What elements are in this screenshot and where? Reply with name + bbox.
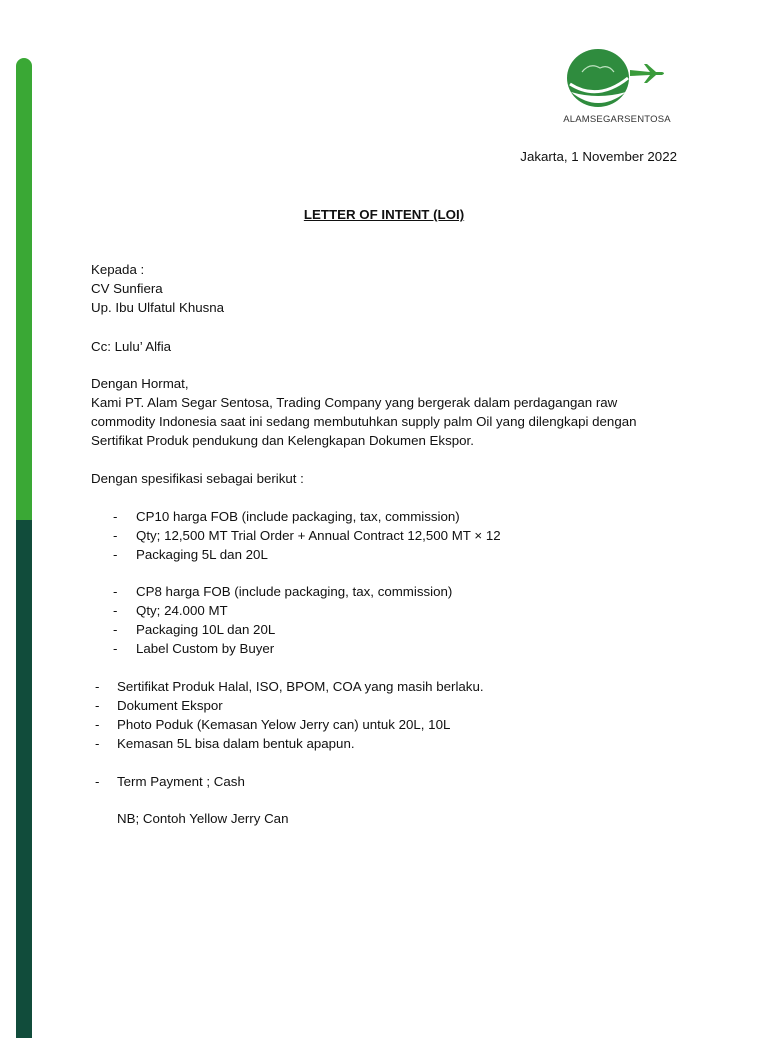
recipient-cc: Cc: Lulu’ Alfia <box>91 339 172 354</box>
bullet-dash: - <box>95 698 100 713</box>
spec-item: Qty; 12,500 MT Trial Order + Annual Contract 12,500 MT × 12 <box>136 528 501 543</box>
spec-intro: Dengan spesifikasi sebagai berikut : <box>91 471 304 486</box>
bullet-dash: - <box>113 622 118 637</box>
spec-item: Label Custom by Buyer <box>136 641 275 656</box>
requirement-item: Dokument Ekspor <box>117 698 223 713</box>
recipient-attention: Up. Ibu Ulfatul Khusna <box>91 300 225 315</box>
note: NB; Contoh Yellow Jerry Can <box>117 811 289 826</box>
spec-item: Packaging 10L dan 20L <box>136 622 276 637</box>
letter-date: Jakarta, 1 November 2022 <box>520 149 677 164</box>
recipient-company: CV Sunfiera <box>91 281 163 296</box>
bullet-dash: - <box>113 509 118 524</box>
side-bar-green-segment <box>16 58 32 520</box>
recipient-label: Kepada : <box>91 262 145 277</box>
logo-wordmark: ALAMSEGARSENTOSA <box>563 114 671 125</box>
bullet-dash: - <box>95 736 100 751</box>
greeting: Dengan Hormat, <box>91 376 189 391</box>
side-bar-dark-segment <box>16 520 32 1038</box>
company-logo <box>562 42 672 132</box>
spec-item: Packaging 5L dan 20L <box>136 547 268 562</box>
bullet-dash: - <box>95 679 100 694</box>
requirement-item: Sertifikat Produk Halal, ISO, BPOM, COA yang masih berlaku. <box>117 679 484 694</box>
body-paragraph-line: Kami PT. Alam Segar Sentosa, Trading Company yang bergerak dalam perdagangan raw <box>91 395 618 410</box>
bullet-dash: - <box>113 584 118 599</box>
bullet-dash: - <box>113 641 118 656</box>
requirement-item: Photo Poduk (Kemasan Yelow Jerry can) untuk 20L, 10L <box>117 717 451 732</box>
payment-term: Term Payment ; Cash <box>117 774 245 789</box>
bullet-dash: - <box>113 528 118 543</box>
bullet-dash: - <box>95 774 100 789</box>
bullet-dash: - <box>113 547 118 562</box>
spec-item: Qty; 24.000 MT <box>136 603 228 618</box>
requirement-item: Kemasan 5L bisa dalam bentuk apapun. <box>117 736 355 751</box>
globe-plane-logo-icon <box>562 42 672 114</box>
bullet-dash: - <box>95 717 100 732</box>
letter-title: LETTER OF INTENT (LOI) <box>303 207 465 222</box>
decorative-side-bar <box>16 58 32 1038</box>
spec-item: CP10 harga FOB (include packaging, tax, commission) <box>136 509 460 524</box>
body-paragraph-line: commodity Indonesia saat ini sedang membutuhkan supply palm Oil yang dilengkapi dengan <box>91 414 637 429</box>
bullet-dash: - <box>113 603 118 618</box>
spec-item: CP8 harga FOB (include packaging, tax, commission) <box>136 584 453 599</box>
body-paragraph-line: Sertifikat Produk pendukung dan Kelengkapan Dokumen Ekspor. <box>91 433 474 448</box>
